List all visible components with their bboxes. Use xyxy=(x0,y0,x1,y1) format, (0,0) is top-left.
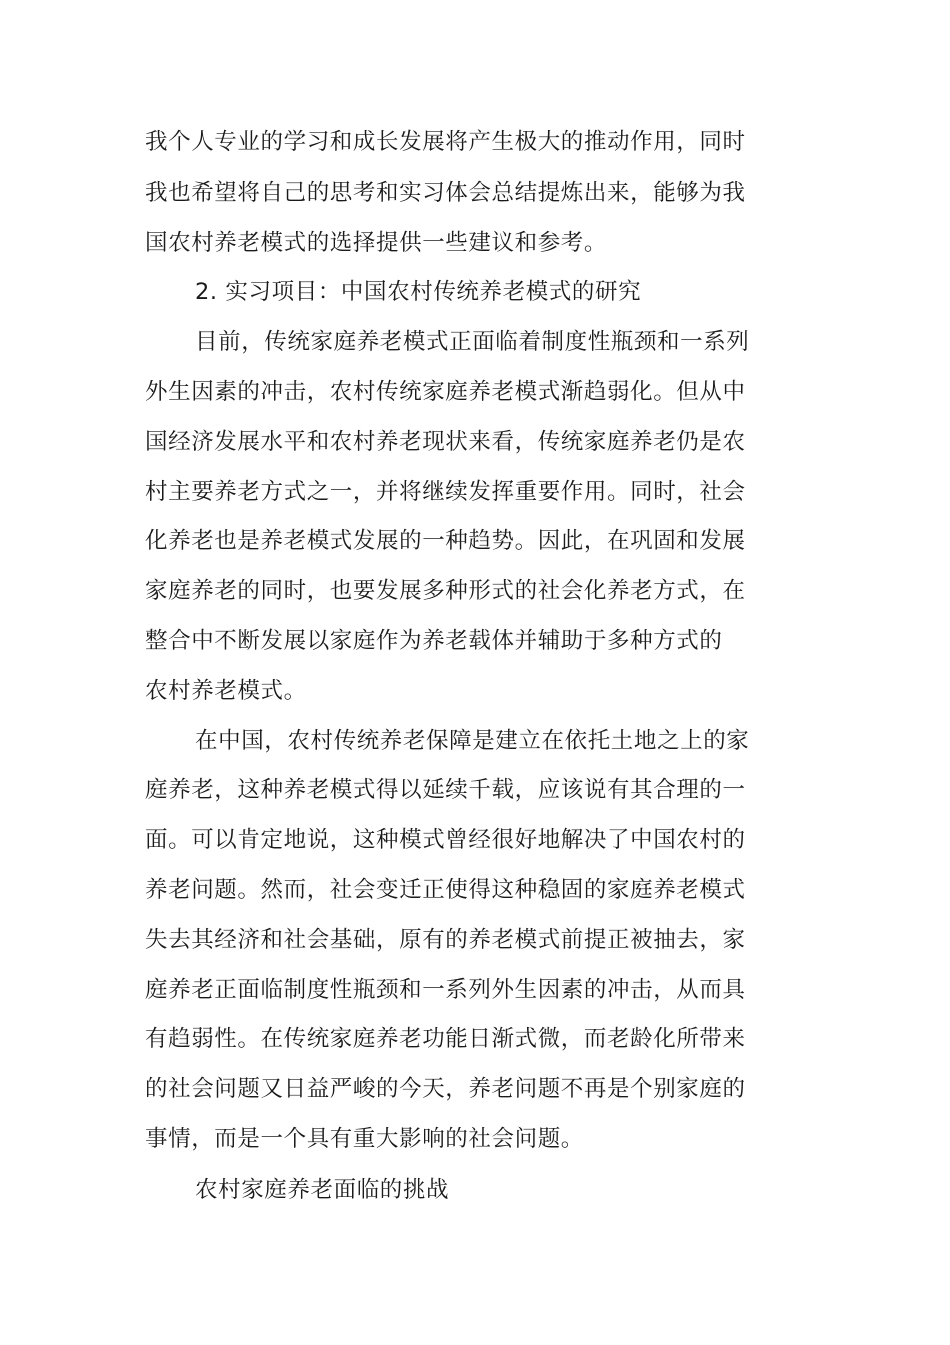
text-line: 庭养老，这种养老模式得以延续千载，应该说有其合理的一 xyxy=(145,777,746,803)
section-heading: 农村家庭养老面临的挑战 xyxy=(195,1177,450,1203)
text-line: 在中国，农村传统养老保障是建立在依托土地之上的家 xyxy=(195,728,750,754)
text-line: 目前，传统家庭养老模式正面临着制度性瓶颈和一系列 xyxy=(195,329,750,355)
text-line: 村主要养老方式之一，并将继续发挥重要作用。同时，社会 xyxy=(145,479,746,505)
text-line: 面。可以肯定地说，这种模式曾经很好地解决了中国农村的 xyxy=(145,827,746,853)
text-line: 国经济发展水平和农村养老现状来看，传统家庭养老仍是农 xyxy=(145,429,746,455)
text-line: 外生因素的冲击，农村传统家庭养老模式渐趋弱化。但从中 xyxy=(145,379,746,405)
text-line: 的社会问题又日益严峻的今天，养老问题不再是个别家庭的 xyxy=(145,1076,746,1102)
text-line: 有趋弱性。在传统家庭养老功能日渐式微，而老龄化所带来 xyxy=(145,1026,746,1052)
text-line: 家庭养老的同时，也要发展多种形式的社会化养老方式，在 xyxy=(145,578,746,604)
text-line: 养老问题。然而，社会变迁正使得这种稳固的家庭养老模式 xyxy=(145,877,746,903)
section-heading: 2. 实习项目：中国农村传统养老模式的研究 xyxy=(195,279,642,305)
text-line: 事情，而是一个具有重大影响的社会问题。 xyxy=(145,1126,584,1152)
text-line: 我个人专业的学习和成长发展将产生极大的推动作用，同时 xyxy=(145,129,746,155)
text-line: 农村养老模式。 xyxy=(145,678,307,704)
text-line: 国农村养老模式的选择提供一些建议和参考。 xyxy=(145,230,608,256)
text-line: 我也希望将自己的思考和实习体会总结提炼出来，能够为我 xyxy=(145,180,746,206)
text-line: 庭养老正面临制度性瓶颈和一系列外生因素的冲击，从而具 xyxy=(145,977,746,1003)
text-line: 整合中不断发展以家庭作为养老载体并辅助于多种方式的 xyxy=(145,628,723,654)
text-line: 失去其经济和社会基础，原有的养老模式前提正被抽去，家 xyxy=(145,927,746,953)
text-line: 化养老也是养老模式发展的一种趋势。因此，在巩固和发展 xyxy=(145,528,746,554)
